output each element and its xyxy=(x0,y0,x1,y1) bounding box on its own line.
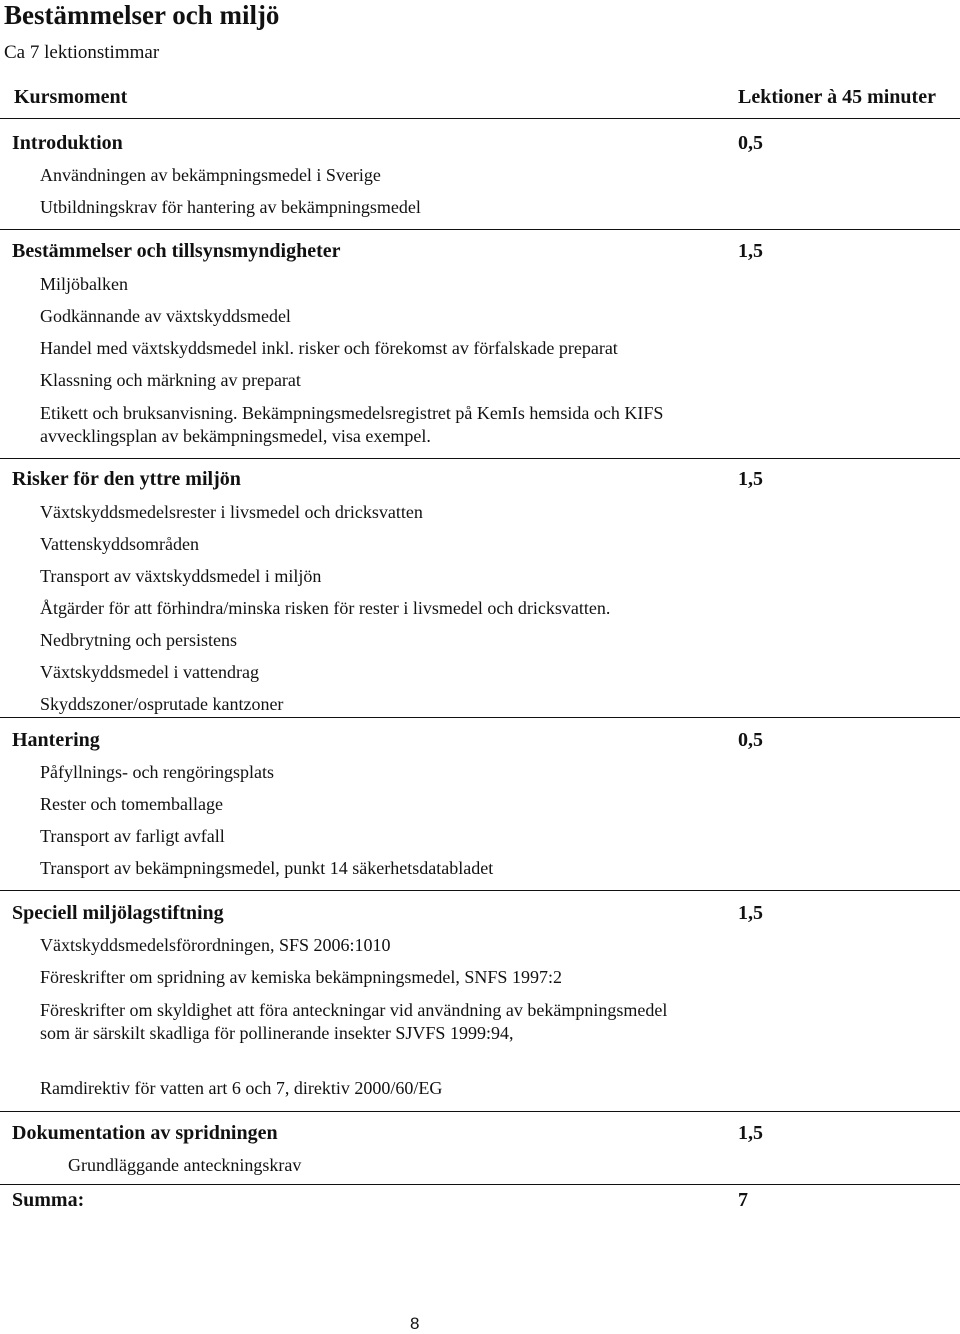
section-title: Speciell miljölagstiftning xyxy=(12,902,224,924)
section-item: Rester och tomemballage xyxy=(40,794,223,814)
section-item: Växtskyddsmedelsförordningen, SFS 2006:1010 xyxy=(40,935,391,955)
section-hours: 1,5 xyxy=(738,468,763,490)
document-subtitle: Ca 7 lektionstimmar xyxy=(4,42,160,63)
section-item: Föreskrifter om spridning av kemiska bekämpningsmedel, SNFS 1997:2 xyxy=(40,967,562,987)
column-header-kursmoment: Kursmoment xyxy=(14,86,128,108)
section-item: Miljöbalken xyxy=(40,274,128,294)
section-item: Transport av farligt avfall xyxy=(40,826,225,846)
section-title: Introduktion xyxy=(12,132,123,154)
section-item: Transport av bekämpningsmedel, punkt 14 säkerhetsdatabladet xyxy=(40,858,494,878)
section-item: Växtskyddsmedelsrester i livsmedel och dricksvatten xyxy=(40,502,423,522)
section-item: Skyddszoner/osprutade kantzoner xyxy=(40,694,284,714)
section-item: Ramdirektiv för vatten art 6 och 7, direktiv 2000/60/EG xyxy=(40,1078,443,1098)
section-hours: 1,5 xyxy=(738,1122,763,1144)
section-hours: 1,5 xyxy=(738,902,763,924)
section-item: Etikett och bruksanvisning. Bekämpningsmedelsregistret på KemIs hemsida och KIFS avvecklingsplan av bekämpningsmedel, visa exempel. xyxy=(40,403,664,446)
section-hours: 0,5 xyxy=(738,132,763,154)
divider xyxy=(0,118,960,119)
section-item: Klassning och märkning av preparat xyxy=(40,370,301,390)
section-item: Grundläggande anteckningskrav xyxy=(68,1155,302,1175)
section-item: Vattenskyddsområden xyxy=(40,534,199,554)
section-item: Påfyllnings- och rengöringsplats xyxy=(40,762,274,782)
section-title: Bestämmelser och tillsynsmyndigheter xyxy=(12,240,341,262)
page-number: 8 xyxy=(410,1314,420,1333)
document-title: Bestämmelser och miljö xyxy=(4,0,280,30)
section-title: Dokumentation av spridningen xyxy=(12,1122,278,1144)
divider xyxy=(0,229,960,230)
section-item: Åtgärder för att förhindra/minska risken för rester i livsmedel och dricksvatten. xyxy=(40,598,611,618)
section-hours: 1,5 xyxy=(738,240,763,262)
section-title: Hantering xyxy=(12,729,100,751)
section-title: Risker för den yttre miljön xyxy=(12,468,241,490)
divider xyxy=(0,1111,960,1112)
divider xyxy=(0,458,960,459)
divider xyxy=(0,1184,960,1185)
section-item: Utbildningskrav för hantering av bekämpningsmedel xyxy=(40,197,421,217)
total-hours: 7 xyxy=(738,1189,748,1211)
divider xyxy=(0,890,960,891)
section-item: Nedbrytning och persistens xyxy=(40,630,237,650)
section-hours: 0,5 xyxy=(738,729,763,751)
section-item: Handel med växtskyddsmedel inkl. risker och förekomst av förfalskade preparat xyxy=(40,338,618,358)
divider xyxy=(0,717,960,718)
total-label: Summa: xyxy=(12,1189,85,1211)
section-item: Godkännande av växtskyddsmedel xyxy=(40,306,291,326)
column-header-lektioner: Lektioner à 45 minuter xyxy=(738,86,936,108)
section-item: Föreskrifter om skyldighet att föra anteckningar vid användning av bekämpningsmedel som är särskilt skadliga för pollinerande insekter SJVFS 1999:94, xyxy=(40,1000,668,1043)
section-item: Användningen av bekämpningsmedel i Sverige xyxy=(40,165,381,185)
section-item: Växtskyddsmedel i vattendrag xyxy=(40,662,259,682)
section-item: Transport av växtskyddsmedel i miljön xyxy=(40,566,322,586)
